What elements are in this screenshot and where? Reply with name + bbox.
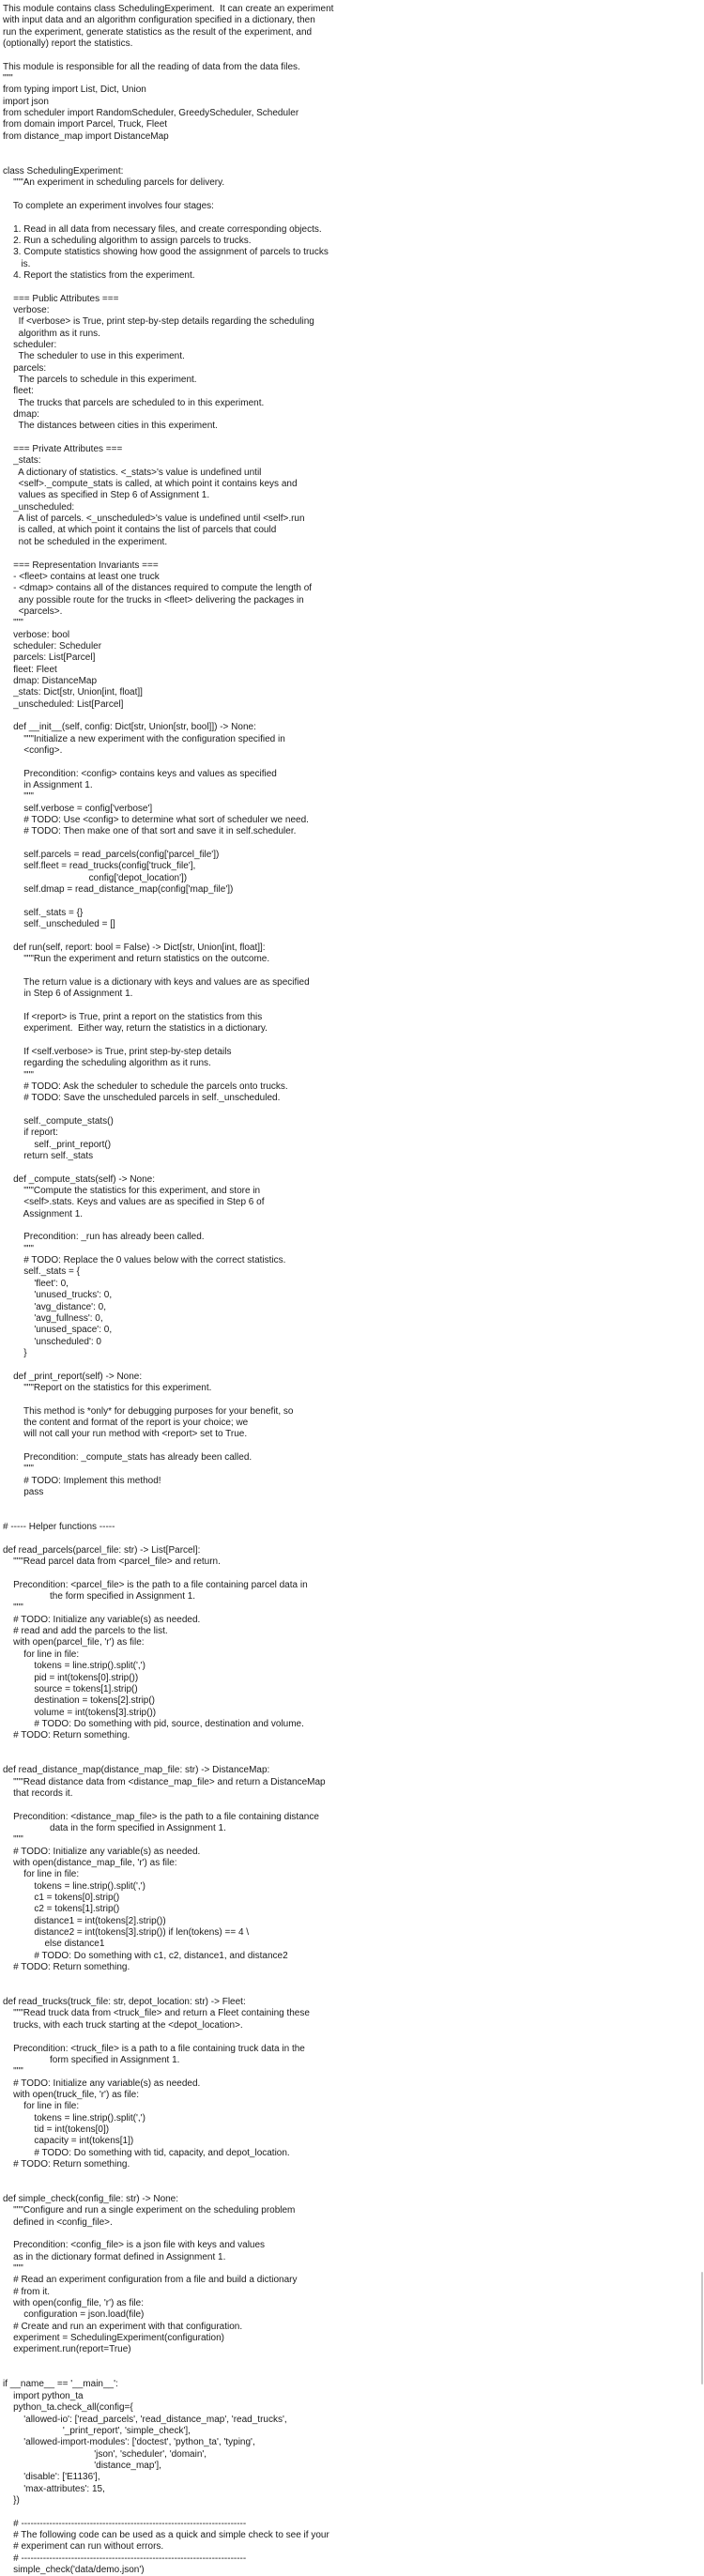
code-line: class SchedulingExperiment:: [3, 165, 124, 176]
code-line: pid = int(tokens[0].strip()): [3, 1672, 139, 1683]
code-line: # TODO: Do something with tid, capacity, and depot_location.: [3, 2147, 290, 2158]
code-line: The trucks that parcels are scheduled to in this experiment.: [3, 397, 265, 408]
code-line: fleet: Fleet: [3, 664, 57, 675]
code-line: _unscheduled: List[Parcel]: [3, 698, 124, 710]
code-line: To complete an experiment involves four stages:: [3, 200, 214, 211]
code-line: [3, 433, 696, 444]
code-line: # TODO: Then make one of that sort and save it in self.scheduler.: [3, 826, 297, 837]
code-line: [3, 1001, 696, 1012]
code-line: scheduler:: [3, 339, 57, 350]
code-line: 'fleet': 0,: [3, 1278, 69, 1289]
code-line: form specified in Assignment 1.: [3, 2054, 180, 2065]
code-line: """: [3, 1069, 34, 1081]
code-line: def run(self, report: bool = False) -> Dict[str, Union[int, float]]:: [3, 942, 266, 953]
code-line: self.fleet = read_trucks(config['truck_file'],: [3, 861, 196, 872]
code-line: is.: [3, 258, 31, 269]
code-line: python_ta.check_all(config={: [3, 2402, 133, 2414]
code-line: [3, 1568, 696, 1579]
code-line: [3, 154, 696, 165]
code-line: algorithm as it runs.: [3, 328, 100, 339]
code-line: self._unscheduled = []: [3, 919, 115, 930]
code-line: return self._stats: [3, 1151, 94, 1162]
code-line: """An experiment in scheduling parcels for delivery.: [3, 177, 225, 189]
code-line: tokens = line.strip().split(','): [3, 1661, 145, 1672]
code-line: A dictionary of statistics. <_stats>'s value is undefined until: [3, 467, 262, 478]
code-line: """Configure and run a single experiment on the scheduling problem: [3, 2205, 296, 2216]
code-line: [3, 1742, 696, 1754]
code-line: [3, 1498, 696, 1510]
code-line: """Run the experiment and return statistics on the outcome.: [3, 954, 270, 965]
code-line: # Read an experiment configuration from a file and build a dictionary: [3, 2275, 298, 2286]
code-line: 'allowed-io': ['read_parcels', 'read_distance_map', 'read_trucks',: [3, 2414, 287, 2425]
code-line: # TODO: Return something.: [3, 2158, 130, 2170]
code-line: # TODO: Do something with c1, c2, distance1, and distance2: [3, 1950, 288, 1961]
code-line: defined in <config_file>.: [3, 2216, 113, 2228]
code-line: === Private Attributes ===: [3, 444, 123, 455]
code-line: """Report on the statistics for this experiment.: [3, 1382, 212, 1393]
code-line: # TODO: Initialize any variable(s) as needed.: [3, 2078, 201, 2089]
code-line: [3, 50, 696, 61]
code-line: """: [3, 618, 23, 629]
code-line: self._print_report(): [3, 1139, 112, 1150]
code-line: [3, 1162, 696, 1173]
code-line: as in the dictionary format defined in Assignment 1.: [3, 2251, 226, 2262]
code-line: if __name__ == '__main__':: [3, 2379, 118, 2390]
code-line: """: [3, 791, 34, 803]
code-line: [3, 2368, 696, 2379]
code-line: # The following code can be used as a quick and simple check to see if your: [3, 2529, 329, 2540]
code-line: [3, 190, 696, 201]
code-line: This method is *only* for debugging purposes for your benefit, so: [3, 1405, 294, 1417]
code-line: [3, 1973, 696, 1985]
code-line: 1. Read in all data from necessary files, and create corresponding objects.: [3, 223, 322, 235]
code-line: # TODO: Use <config> to determine what sort of scheduler we need.: [3, 815, 309, 826]
code-line: [3, 2170, 696, 2182]
code-line: def _print_report(self) -> None:: [3, 1371, 143, 1382]
code-line: """: [3, 1834, 23, 1846]
code-line: [3, 143, 696, 154]
code-line: with input data and an algorithm configuration specified in a dictionary, then: [3, 15, 315, 26]
code-line: [3, 838, 696, 850]
code-line: [3, 1220, 696, 1232]
code-line: """: [3, 1602, 23, 1614]
code-line: values as specified in Step 6 of Assignment 1.: [3, 490, 210, 501]
code-line: 'max-attributes': 15,: [3, 2483, 105, 2494]
code-line: # read and add the parcels to the list.: [3, 1626, 168, 1637]
code-line: the content and format of the report is your choice; we: [3, 1417, 249, 1428]
code-line: configuration = json.load(file): [3, 2309, 145, 2321]
code-line: from distance_map import DistanceMap: [3, 130, 169, 142]
code-line: run the experiment, generate statistics as the result of the experiment, and: [3, 26, 313, 38]
code-line: _stats: Dict[str, Union[int, float]]: [3, 687, 143, 698]
code-line: [3, 1105, 696, 1116]
code-line: [3, 1510, 696, 1522]
code-line: === Public Attributes ===: [3, 293, 119, 304]
code-line: 'avg_fullness': 0,: [3, 1312, 103, 1324]
code-line: def __init__(self, config: Dict[str, Union[str, bool]]) -> None:: [3, 722, 256, 733]
code-line: """: [3, 1464, 34, 1475]
code-line: - <fleet> contains at least one truck: [3, 571, 160, 582]
code-line: experiment. Either way, return the statistics in a dictionary.: [3, 1023, 268, 1035]
code-line: c2 = tokens[1].strip(): [3, 1904, 120, 1915]
code-line: self.verbose = config['verbose']: [3, 803, 153, 814]
code-line: """: [3, 73, 13, 84]
code-line: }): [3, 2494, 20, 2506]
code-line: if report:: [3, 1127, 58, 1139]
code-line: # ----- Helper functions -----: [3, 1522, 115, 1533]
code-line: will not call your run method with <report> set to True.: [3, 1429, 248, 1440]
code-line: [3, 2032, 696, 2043]
code-line: for line in file:: [3, 1648, 80, 1660]
code-line: verbose: bool: [3, 629, 70, 640]
code-line: """Read distance data from <distance_map_file> and return a DistanceMap: [3, 1776, 326, 1787]
code-line: self._compute_stats(): [3, 1116, 114, 1127]
code-line: [3, 1754, 696, 1765]
code-line: not be scheduled in the experiment.: [3, 536, 168, 547]
code-line: """Read parcel data from <parcel_file> and return.: [3, 1556, 221, 1568]
code-line: with open(parcel_file, 'r') as file:: [3, 1637, 145, 1648]
code-line: """Compute the statistics for this experiment, and store in: [3, 1186, 261, 1197]
code-line: 'avg_distance': 0,: [3, 1301, 106, 1312]
code-line: regarding the scheduling algorithm as it runs.: [3, 1058, 211, 1069]
code-line: [3, 757, 696, 768]
code-line: """Initialize a new experiment with the configuration specified in: [3, 733, 285, 744]
code-line: If <verbose> is True, print step-by-step details regarding the scheduling: [3, 316, 314, 328]
code-line: with open(truck_file, 'r') as file:: [3, 2089, 139, 2100]
code-line: from typing import List, Dict, Union: [3, 84, 146, 96]
code-line: [3, 966, 696, 977]
code-line: def read_trucks(truck_file: str, depot_location: str) -> Fleet:: [3, 1997, 246, 2008]
code-line: Precondition: <parcel_file> is the path to a file containing parcel data in: [3, 1579, 308, 1590]
code-line: # TODO: Replace the 0 values below with the correct statistics.: [3, 1255, 286, 1266]
code-line: for line in file:: [3, 1869, 80, 1880]
code-line: def read_distance_map(distance_map_file: str) -> DistanceMap:: [3, 1765, 270, 1776]
code-line: # TODO: Implement this method!: [3, 1475, 161, 1486]
code-line: [3, 548, 696, 560]
code-line: <config>.: [3, 745, 63, 756]
code-line: === Representation Invariants ===: [3, 560, 159, 571]
code-line: with open(distance_map_file, 'r') as file:: [3, 1858, 177, 1868]
code-line: [3, 1533, 696, 1544]
code-line: # TODO: Return something.: [3, 1730, 130, 1741]
code-line: trucks, with each truck starting at the <depot_location>.: [3, 2019, 243, 2031]
code-line: volume = int(tokens[3].strip()): [3, 1707, 157, 1718]
code-line: def _compute_stats(self) -> None:: [3, 1173, 156, 1185]
code-line: experiment = SchedulingExperiment(configuration): [3, 2333, 224, 2344]
code-line: # ------------------------------------------------------------------------: [3, 2553, 247, 2564]
code-line: parcels: List[Parcel]: [3, 652, 96, 664]
code-line: self.dmap = read_distance_map(config['map_file']): [3, 884, 234, 896]
code-line: verbose:: [3, 304, 50, 315]
scrollbar-thumb[interactable]: [701, 2272, 703, 2384]
code-line: # TODO: Initialize any variable(s) as needed.: [3, 1846, 201, 1857]
code-line: [3, 212, 696, 223]
code-line: # TODO: Initialize any variable(s) as needed.: [3, 1614, 201, 1625]
code-line: [3, 1441, 696, 1452]
code-line: The return value is a dictionary with keys and values are as specified: [3, 976, 310, 988]
code-line: dmap:: [3, 409, 39, 421]
code-line: # ------------------------------------------------------------------------: [3, 2518, 247, 2529]
code-line: import json: [3, 96, 49, 107]
vertical-scrollbar[interactable]: [696, 0, 704, 2555]
code-line: with open(config_file, 'r') as file:: [3, 2298, 144, 2309]
code-line: from scheduler import RandomScheduler, GreedyScheduler, Scheduler: [3, 108, 299, 119]
code-line: """Read truck data from <truck_file> and return a Fleet containing these: [3, 2008, 310, 2019]
code-line: self._stats = {: [3, 1266, 80, 1278]
code-line: If <report> is True, print a report on the statistics from this: [3, 1011, 263, 1022]
code-line: Precondition: <truck_file> is a path to a file containing truck data in the: [3, 2043, 305, 2054]
code-line: 'json', 'scheduler', 'domain',: [3, 2448, 207, 2460]
code-line: Precondition: <config> contains keys and values as specified: [3, 768, 277, 779]
code-line: dmap: DistanceMap: [3, 675, 98, 686]
code-line: [3, 1800, 696, 1811]
code-line: Precondition: <config_file> is a json file with keys and values: [3, 2240, 266, 2251]
code-line: [3, 2507, 696, 2518]
code-line: Precondition: <distance_map_file> is the path to a file containing distance: [3, 1811, 319, 1822]
code-line: from domain import Parcel, Truck, Fleet: [3, 119, 168, 130]
code-line: # TODO: Save the unscheduled parcels in self._unscheduled.: [3, 1093, 281, 1104]
code-line: - <dmap> contains all of the distances required to compute the length of: [3, 583, 313, 594]
code-line: <self>.stats. Keys and values are as specified in Step 6 of: [3, 1197, 265, 1208]
code-line: fleet:: [3, 386, 34, 397]
code-line: Precondition: _run has already been called.: [3, 1232, 205, 1243]
code-line: distance1 = int(tokens[2].strip()): [3, 1915, 166, 1926]
code-line: [3, 896, 696, 907]
code-line: Precondition: _compute_stats has already been called.: [3, 1451, 253, 1463]
code-line: # from it.: [3, 2286, 51, 2297]
code-line: # experiment can run without errors.: [3, 2541, 164, 2553]
code-line: else distance1: [3, 1939, 105, 1950]
code-line: [3, 2229, 696, 2240]
code-line: Assignment 1.: [3, 1208, 84, 1219]
code-line: [3, 2183, 696, 2194]
code-line: tokens = line.strip().split(','): [3, 2112, 145, 2124]
code-line: [3, 931, 696, 943]
code-line: 3. Compute statistics showing how good the assignment of parcels to trucks: [3, 247, 329, 258]
code-line: # TODO: Do something with pid, source, destination and volume.: [3, 1718, 304, 1729]
code-line: The parcels to schedule in this experiment.: [3, 375, 197, 385]
code-line: [3, 711, 696, 722]
code-line: for line in file:: [3, 2101, 80, 2112]
code-line: parcels:: [3, 362, 47, 374]
code-line: def read_parcels(parcel_file: str) -> List[Parcel]:: [3, 1544, 201, 1556]
code-line: data in the form specified in Assignment 1.: [3, 1822, 226, 1833]
code-line: # TODO: Ask the scheduler to schedule the parcels onto trucks.: [3, 1081, 288, 1092]
code-line: in Step 6 of Assignment 1.: [3, 989, 133, 1000]
code-line: in Assignment 1.: [3, 780, 93, 791]
code-line: 2. Run a scheduling algorithm to assign parcels to trucks.: [3, 235, 252, 246]
code-line: [3, 282, 696, 293]
code-line: If <self.verbose> is True, print step-by-step details: [3, 1046, 232, 1057]
code-line: [3, 1359, 696, 1371]
code-line: config['depot_location']): [3, 872, 188, 883]
code-line: 'distance_map'],: [3, 2460, 161, 2471]
code-line: [3, 1986, 696, 1997]
code-line: the form specified in Assignment 1.: [3, 1591, 196, 1602]
code-line: 'unused_space': 0,: [3, 1325, 113, 1336]
code-line: that records it.: [3, 1787, 73, 1799]
code-line: 'allowed-import-modules': ['doctest', 'python_ta', 'typing',: [3, 2437, 255, 2448]
code-line: import python_ta: [3, 2390, 84, 2401]
code-line: The distances between cities in this experiment.: [3, 421, 218, 432]
code-line: self._stats = {}: [3, 907, 84, 918]
code-line: 'disable': ['E1136'],: [3, 2472, 100, 2483]
code-line: """: [3, 1243, 34, 1254]
code-line: # Create and run an experiment with that configuration.: [3, 2321, 243, 2332]
code-line: 'unscheduled': 0: [3, 1336, 101, 1347]
code-line: [3, 1035, 696, 1047]
code-line: }: [3, 1347, 27, 1358]
code-line: A list of parcels. <_unscheduled>'s value is undefined until <self>.run: [3, 514, 305, 525]
code-line: """: [3, 2066, 23, 2078]
code-line: # TODO: Return something.: [3, 1962, 130, 1973]
code-line: self.parcels = read_parcels(config['parcel_file']): [3, 850, 220, 861]
code-line: (optionally) report the statistics.: [3, 38, 133, 50]
code-line: 'unused_trucks': 0,: [3, 1290, 113, 1301]
code-line: _stats:: [3, 455, 41, 467]
code-line: The scheduler to use in this experiment.: [3, 351, 185, 362]
code-line: def simple_check(config_file: str) -> None:: [3, 2193, 179, 2204]
code-line: destination = tokens[2].strip(): [3, 1695, 156, 1707]
code-line: is called, at which point it contains the list of parcels that could: [3, 525, 277, 536]
code-line: tid = int(tokens[0]): [3, 2124, 110, 2135]
code-line: [3, 1394, 696, 1405]
code-line: distance2 = int(tokens[3].strip()) if len(tokens) == 4 \: [3, 1927, 250, 1939]
code-line: pass: [3, 1487, 44, 1497]
code-line: 4. Report the statistics from the experiment.: [3, 269, 195, 281]
code-line: [3, 2356, 696, 2368]
code-line: _unscheduled:: [3, 501, 75, 513]
code-line: This module contains class SchedulingExperiment. It can create an experiment: [3, 4, 334, 14]
code-line: scheduler: Scheduler: [3, 640, 102, 652]
code-line: simple_check('data/demo.json'): [3, 2564, 145, 2575]
code-line: c1 = tokens[0].strip(): [3, 1893, 120, 1904]
code-line: tokens = line.strip().split(','): [3, 1880, 145, 1892]
code-line: '_print_report', 'simple_check'],: [3, 2425, 191, 2436]
code-line: This module is responsible for all the reading of data from the data files.: [3, 61, 300, 72]
code-line: source = tokens[1].strip(): [3, 1683, 138, 1694]
code-line: """: [3, 2263, 23, 2275]
code-line: experiment.run(report=True): [3, 2344, 131, 2355]
code-line: <self>._compute_stats is called, at which point it contains keys and: [3, 479, 298, 490]
code-line: any possible route for the trucks in <fleet> delivering the packages in: [3, 594, 304, 606]
code-line: <parcels>.: [3, 606, 63, 617]
code-line: capacity = int(tokens[1]): [3, 2136, 134, 2147]
